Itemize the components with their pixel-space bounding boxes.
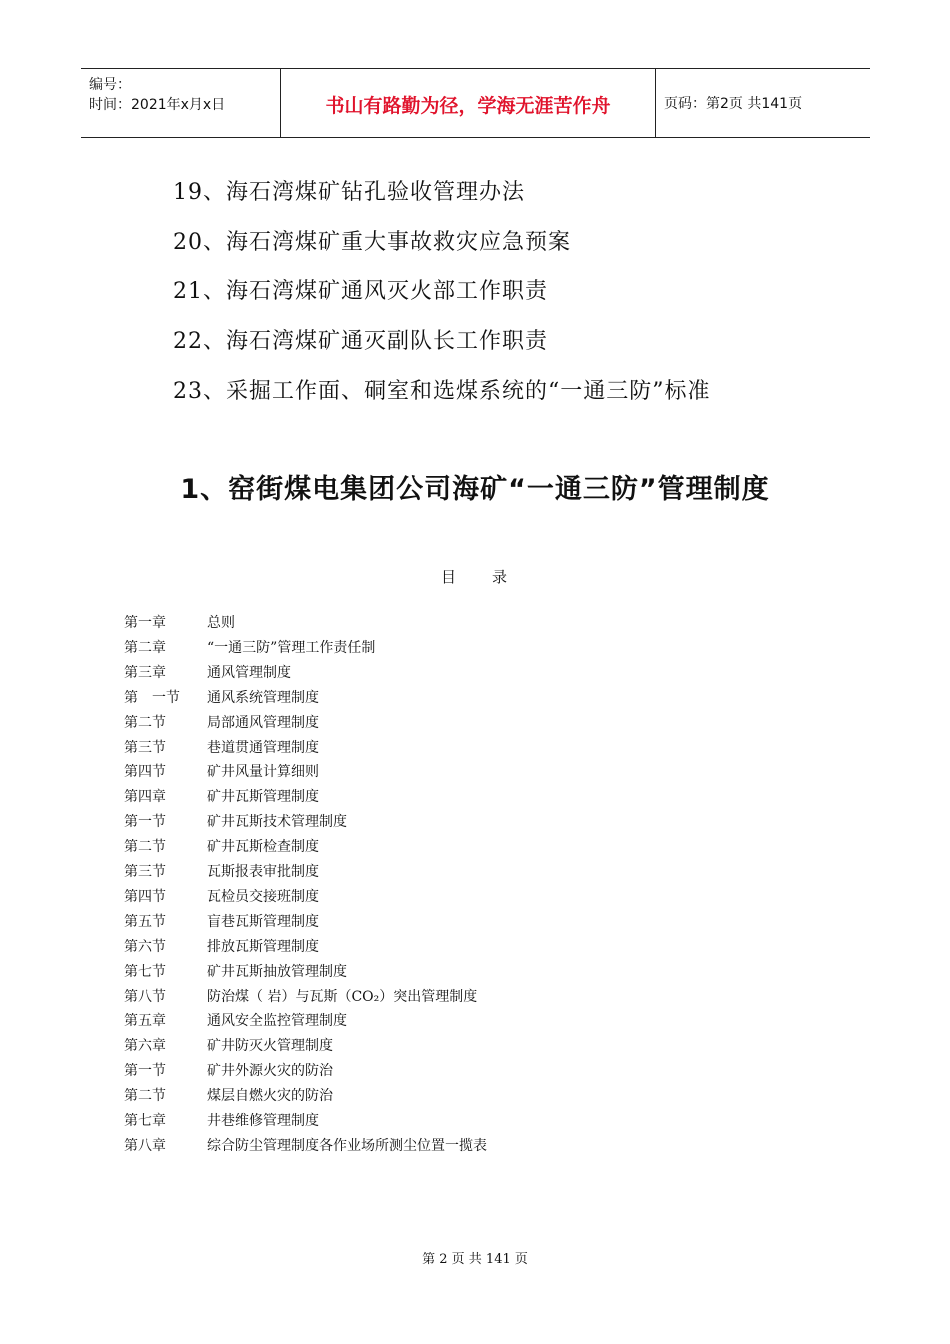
header-meta: [81, 69, 281, 137]
doc-number-label: 编号：: [89, 77, 131, 93]
toc-entry-number: 第八节: [124, 988, 166, 1005]
toc-entry-title: 盲巷瓦斯管理制度: [207, 913, 319, 930]
toc-entry-title: 综合防尘管理制度各作业场所测尘位置一揽表: [207, 1137, 487, 1154]
toc-entry-title: 通风管理制度: [207, 664, 291, 681]
toc-entry-number: 第四节: [124, 764, 166, 781]
toc-entry-title: 矿井瓦斯检查制度: [207, 839, 319, 856]
toc-entry-number: 第七章: [124, 1113, 166, 1129]
toc-entry-number: 第七节: [124, 963, 166, 980]
toc-entry-number: 第六章: [124, 1038, 166, 1055]
toc-entry-title: “一通三防”管理工作责任制: [207, 639, 376, 656]
toc-entry-number: 第二节: [124, 1088, 166, 1105]
toc-entry-title: 局部通风管理制度: [207, 714, 319, 731]
toc-entry-title: 巷道贯通管理制度: [207, 739, 319, 756]
toc-entry-title: 排放瓦斯管理制度: [207, 938, 319, 955]
toc-entry-number: 第一章: [124, 615, 166, 631]
list-item: 20、海石湾煤矿重大事故救灾应急预案: [173, 230, 571, 255]
toc-entry-number: 第三节: [124, 739, 166, 756]
toc-entry-number: 第二章: [124, 639, 166, 656]
toc-entry-title: 通风安全监控管理制度: [207, 1013, 347, 1030]
toc-entry-title: 矿井瓦斯抽放管理制度: [207, 963, 347, 980]
toc-heading: 目 录: [440, 568, 509, 586]
toc-entry-number: 第二节: [124, 714, 166, 731]
toc-entry-number: 第五章: [124, 1013, 166, 1030]
toc-entry-title: 矿井瓦斯技术管理制度: [207, 814, 347, 831]
toc-entry-title: 矿井外源火灾的防治: [207, 1063, 333, 1080]
toc-entry-title: 瓦检员交接班制度: [207, 888, 319, 905]
toc-entry-title: 通风系统管理制度: [207, 689, 319, 706]
page-header: [81, 68, 870, 138]
toc-entry-title: 井巷维修管理制度: [207, 1113, 319, 1129]
list-item: 22、海石湾煤矿通灭副队长工作职责: [173, 329, 548, 354]
toc-entry-title: 瓦斯报表审批制度: [207, 864, 319, 880]
section-title: 1、窑街煤电集团公司海矿“一通三防”管理制度: [180, 474, 770, 505]
toc-entry-number: 第三节: [124, 864, 166, 880]
header-page-info: 页码：第2页 共141页: [664, 96, 803, 112]
toc-entry-number: 第一节: [124, 1063, 166, 1080]
list-item: 19、海石湾煤矿钻孔验收管理办法: [173, 180, 525, 205]
toc-entry-number: 第一节: [124, 814, 166, 831]
toc-entry-title: 矿井瓦斯管理制度: [207, 789, 319, 806]
toc-entry-title: 煤层自燃火灾的防治: [207, 1088, 333, 1105]
toc-entry-number: 第六节: [124, 938, 166, 955]
toc-entry-number: 第四章: [124, 789, 166, 806]
list-item: 21、海石湾煤矿通风灭火部工作职责: [173, 279, 548, 304]
toc-entry-number: 第二节: [124, 839, 166, 856]
list-item: 23、采掘工作面、硐室和选煤系统的“一通三防”标准: [173, 379, 711, 404]
toc-entry-title: 总则: [207, 615, 235, 631]
toc-entry-number: 第八章: [124, 1137, 166, 1154]
toc-entry-title: 矿井风量计算细则: [207, 764, 319, 781]
toc-entry-number: 第三章: [124, 664, 166, 681]
page-footer: 第 2 页 共 141 页: [422, 1252, 528, 1267]
toc-entry-title: 防治煤（ 岩）与瓦斯（CO₂）突出管理制度: [207, 988, 478, 1005]
toc-entry-title: 矿井防灭火管理制度: [207, 1038, 333, 1055]
header-motto: 书山有路勤为径，学海无涯苦作舟: [281, 69, 656, 137]
toc-entry-number: 第 一节: [124, 689, 180, 706]
doc-time-label: 时间：2021年x月x日: [89, 97, 226, 113]
toc-entry-number: 第五节: [124, 913, 166, 930]
toc-entry-number: 第四节: [124, 888, 166, 905]
